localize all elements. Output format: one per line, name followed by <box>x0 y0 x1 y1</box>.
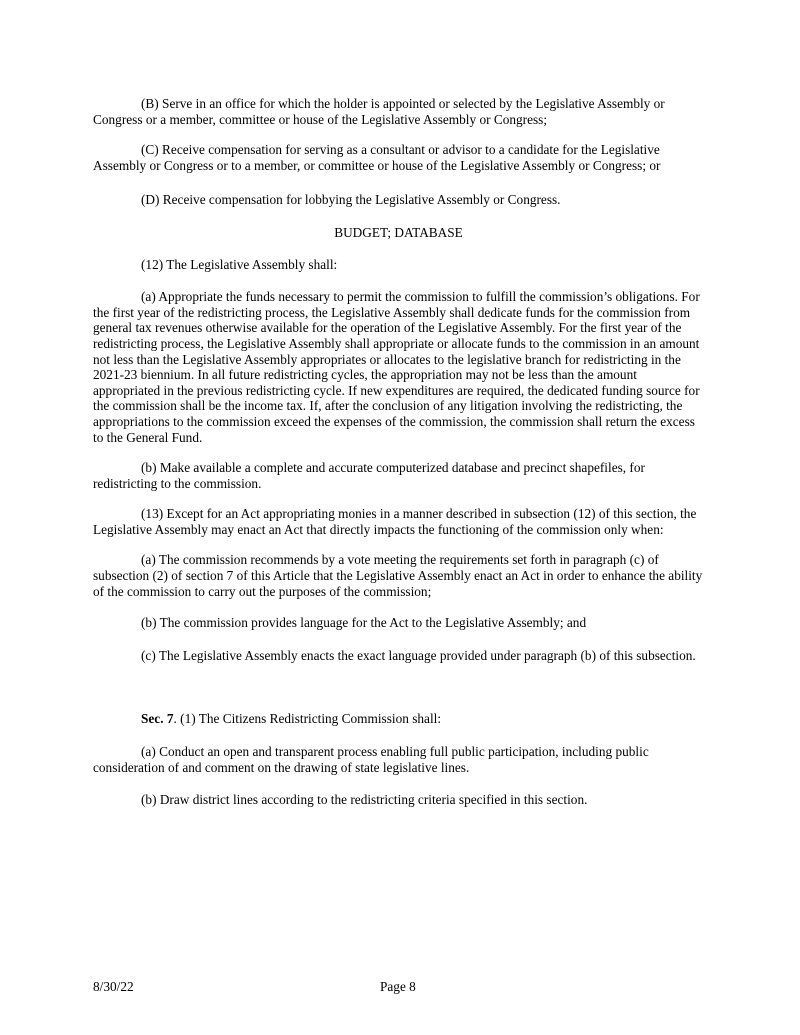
paragraph-12: (12) The Legislative Assembly shall: <box>141 256 338 272</box>
paragraph-13: (13) Except for an Act appropriating monies in a manner described in subsection (12) of this section, the Legislative Assembly may enact an Act that directly impacts the functioning of the commission only when: <box>93 506 697 537</box>
footer-date: 8/30/22 <box>93 979 134 994</box>
paragraph-7b: (b) Draw district lines according to the redistricting criteria specified in this section. <box>141 792 588 808</box>
paragraph-B: (B) Serve in an office for which the holder is appointed or selected by the Legislative Assembly or Congress or a member, committee or house of the Legislative Assembly or Congress; <box>93 96 665 127</box>
paragraph-13a: (a) The commission recommends by a vote meeting the requirements set forth in paragraph (c) of subsection (2) of section 7 of this Article that the Legislative Assembly enact an Act in order to enhance the ability of the commission to carry out the purposes of the commission; <box>93 552 703 599</box>
document-body <box>93 96 704 808</box>
paragraph-C: (C) Receive compensation for serving as a consultant or advisor to a candidate for the Legislative Assembly or Congress or to a member, or committee or house of the Legislative Assembly or Congress; or <box>93 142 661 173</box>
paragraph-13c: (c) The Legislative Assembly enacts the exact language provided under paragraph (b) of this subsection. <box>141 647 696 663</box>
page-footer <box>93 979 704 997</box>
paragraph-7a: (a) Conduct an open and transparent process enabling full public participation, including public consideration of and comment on the drawing of state legislative lines. <box>93 744 649 775</box>
section-7-text: . (1) The Citizens Redistricting Commission shall: <box>173 711 442 727</box>
section-heading-budget: BUDGET; DATABASE <box>334 224 463 240</box>
paragraph-D: (D) Receive compensation for lobbying the Legislative Assembly or Congress. <box>141 192 561 208</box>
paragraph-13b: (b) The commission provides language for the Act to the Legislative Assembly; and <box>141 615 587 631</box>
section-7-intro <box>93 711 704 727</box>
page-number: Page 8 <box>380 979 416 994</box>
section-7-label: Sec. 7 <box>141 711 174 727</box>
paragraph-12b: (b) Make available a complete and accurate computerized database and precinct shapefiles, for redistricting to the commission. <box>93 460 645 491</box>
paragraph-12a: (a) Appropriate the funds necessary to permit the commission to fulfill the commission’s obligations. For the first year of the redistricting process, the Legislative Assembly shall dedicate funds for the commission from general tax revenues otherwise available for the operation of the Legislative Assembly. For the first year of the redistricting process, the Legislative Assembly shall appropriate or allocate funds to the commission in an amount not less than the Legislative Assembly appropriates or allocates to the legislative branch for redistricting in the 2021-23 biennium. In all future redistricting cycles, the appropriation may not be less than the amount appropriated in the previous redistricting cycle. If new expenditures are required, the dedicated funding source for the commission shall be the income tax. If, after the conclusion of any litigation involving the redistricting, the appropriations to the commission exceed the expenses of the commission, the commission shall return the excess to the General Fund. <box>93 289 700 445</box>
